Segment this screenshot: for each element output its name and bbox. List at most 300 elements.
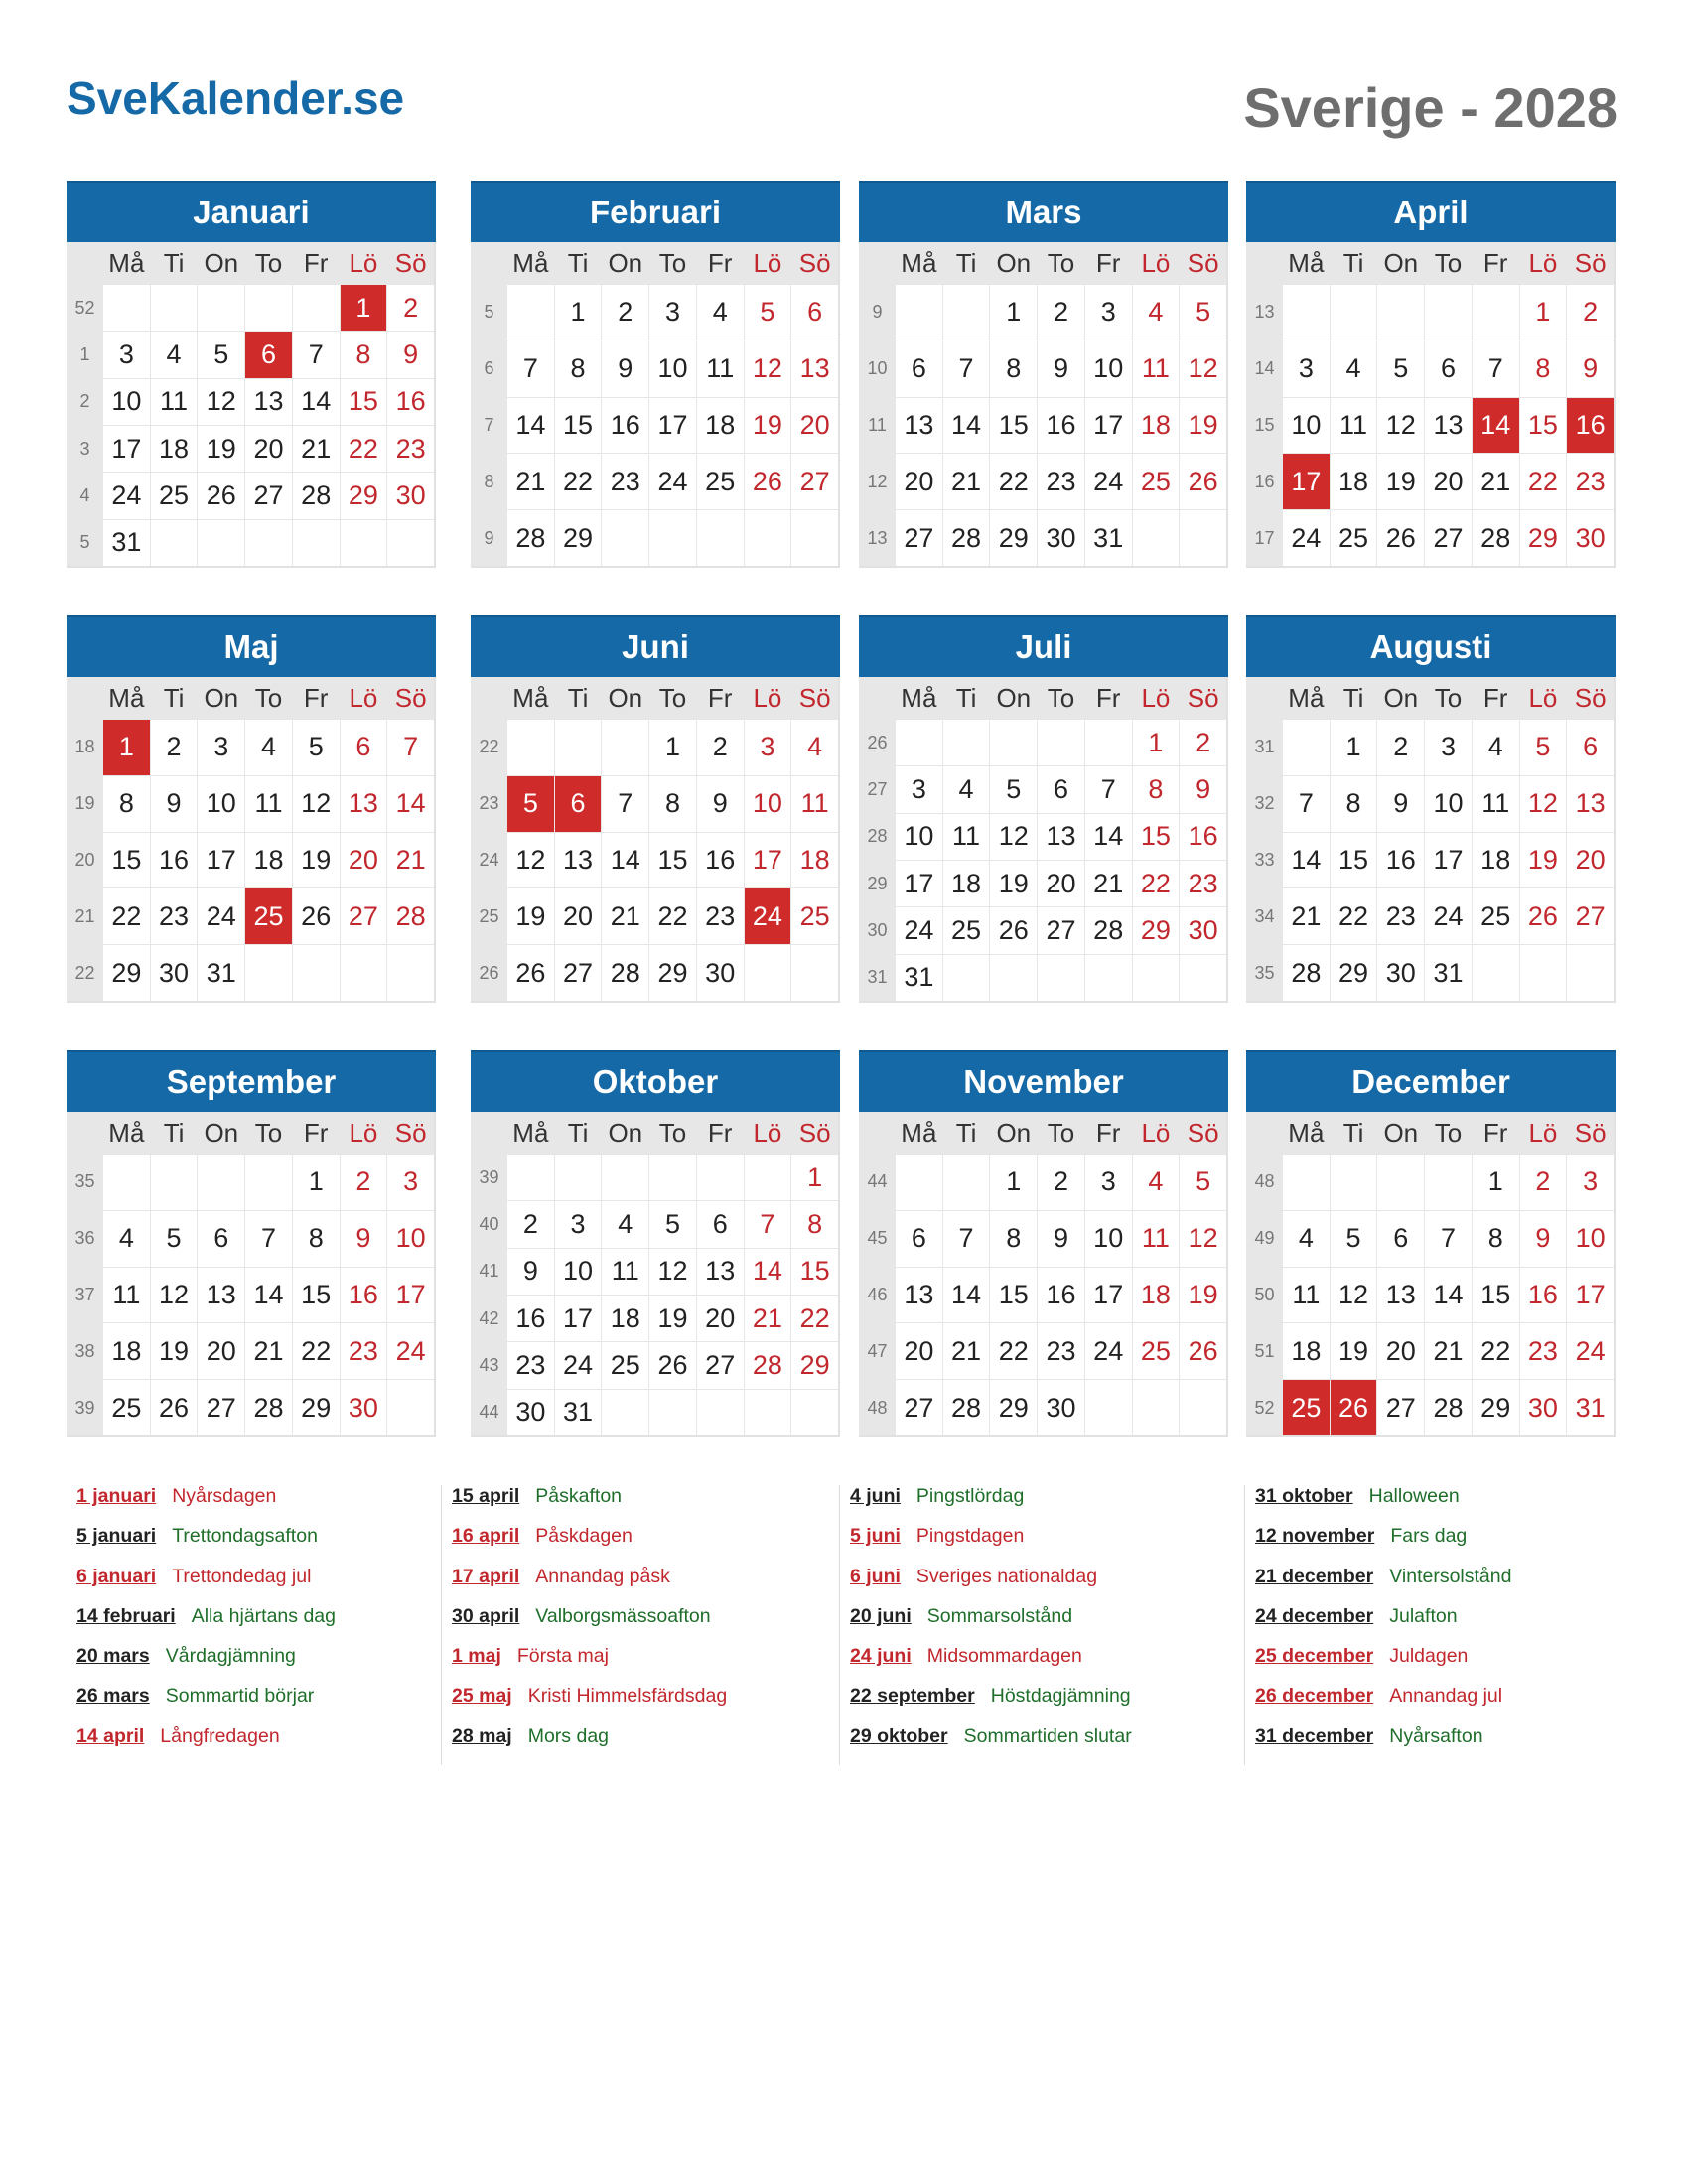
day-cell[interactable]: 10 — [554, 1248, 602, 1295]
day-cell[interactable]: 6 — [197, 1210, 244, 1267]
day-cell[interactable]: 18 — [150, 425, 198, 472]
day-cell[interactable]: 3 — [1282, 341, 1330, 397]
day-cell[interactable]: 25 — [1282, 1379, 1330, 1435]
day-cell[interactable]: 2 — [696, 719, 744, 775]
day-cell[interactable]: 2 — [601, 284, 648, 341]
day-cell[interactable]: 7 — [1084, 765, 1132, 812]
day-cell[interactable]: 21 — [1282, 887, 1330, 944]
day-cell[interactable]: 18 — [1472, 832, 1519, 888]
day-cell[interactable]: 1 — [554, 284, 602, 341]
day-cell[interactable]: 6 — [554, 775, 602, 832]
day-cell[interactable]: 13 — [1037, 813, 1084, 860]
day-cell[interactable]: 24 — [554, 1341, 602, 1388]
day-cell[interactable]: 2 — [1566, 284, 1614, 341]
day-cell[interactable]: 23 — [601, 453, 648, 509]
day-cell[interactable]: 5 — [1179, 284, 1226, 341]
day-cell[interactable]: 19 — [506, 887, 554, 944]
day-cell[interactable]: 23 — [1179, 860, 1226, 906]
day-cell[interactable]: 23 — [696, 887, 744, 944]
day-cell[interactable]: 13 — [1424, 397, 1472, 454]
day-cell[interactable]: 15 — [790, 1248, 838, 1295]
day-cell[interactable]: 1 — [790, 1154, 838, 1200]
day-cell[interactable]: 22 — [1519, 453, 1567, 509]
day-cell[interactable]: 16 — [1519, 1267, 1567, 1323]
day-cell[interactable]: 22 — [292, 1322, 340, 1379]
legend-date-link[interactable]: 31 december — [1255, 1724, 1374, 1747]
day-cell[interactable]: 20 — [790, 397, 838, 454]
day-cell[interactable]: 13 — [895, 397, 942, 454]
day-cell[interactable]: 30 — [1037, 1379, 1084, 1435]
day-cell[interactable]: 29 — [989, 509, 1037, 566]
day-cell[interactable]: 24 — [197, 887, 244, 944]
day-cell[interactable]: 27 — [1424, 509, 1472, 566]
day-cell[interactable]: 24 — [102, 472, 150, 518]
day-cell[interactable]: 27 — [197, 1379, 244, 1435]
brand-logo-link[interactable]: SveKalender.se — [67, 72, 405, 124]
day-cell[interactable]: 2 — [340, 1154, 387, 1210]
day-cell[interactable]: 17 — [1424, 832, 1472, 888]
day-cell[interactable]: 13 — [244, 378, 292, 425]
day-cell[interactable]: 14 — [292, 378, 340, 425]
day-cell[interactable]: 8 — [554, 341, 602, 397]
day-cell[interactable]: 26 — [150, 1379, 198, 1435]
legend-date-link[interactable]: 21 december — [1255, 1565, 1374, 1587]
day-cell[interactable]: 20 — [895, 453, 942, 509]
day-cell[interactable]: 17 — [648, 397, 696, 454]
day-cell[interactable]: 27 — [1037, 906, 1084, 953]
day-cell[interactable]: 2 — [1519, 1154, 1567, 1210]
legend-date-link[interactable]: 6 juni — [850, 1565, 901, 1587]
day-cell[interactable]: 10 — [744, 775, 791, 832]
day-cell[interactable]: 28 — [1084, 906, 1132, 953]
day-cell[interactable]: 7 — [292, 331, 340, 377]
day-cell[interactable]: 27 — [790, 453, 838, 509]
legend-date-link[interactable]: 29 oktober — [850, 1724, 948, 1747]
day-cell[interactable]: 8 — [340, 331, 387, 377]
day-cell[interactable]: 21 — [942, 453, 990, 509]
day-cell[interactable]: 21 — [386, 832, 434, 888]
day-cell[interactable]: 17 — [197, 832, 244, 888]
day-cell[interactable]: 22 — [648, 887, 696, 944]
day-cell[interactable]: 27 — [895, 509, 942, 566]
day-cell[interactable]: 26 — [1376, 509, 1424, 566]
day-cell[interactable]: 30 — [506, 1389, 554, 1435]
day-cell[interactable]: 10 — [1084, 1210, 1132, 1267]
day-cell[interactable]: 14 — [386, 775, 434, 832]
day-cell[interactable]: 7 — [1282, 775, 1330, 832]
day-cell[interactable]: 19 — [989, 860, 1037, 906]
day-cell[interactable]: 25 — [1330, 509, 1377, 566]
day-cell[interactable]: 15 — [1330, 832, 1377, 888]
day-cell[interactable]: 26 — [1330, 1379, 1377, 1435]
day-cell[interactable]: 25 — [102, 1379, 150, 1435]
legend-date-link[interactable]: 20 mars — [76, 1645, 150, 1668]
day-cell[interactable]: 23 — [150, 887, 198, 944]
legend-date-link[interactable]: 22 september — [850, 1685, 975, 1707]
day-cell[interactable]: 10 — [102, 378, 150, 425]
day-cell[interactable]: 15 — [292, 1267, 340, 1323]
day-cell[interactable]: 26 — [1519, 887, 1567, 944]
day-cell[interactable]: 30 — [1037, 509, 1084, 566]
day-cell[interactable]: 30 — [1519, 1379, 1567, 1435]
day-cell[interactable]: 22 — [989, 453, 1037, 509]
day-cell[interactable]: 12 — [150, 1267, 198, 1323]
day-cell[interactable]: 18 — [942, 860, 990, 906]
day-cell[interactable]: 16 — [340, 1267, 387, 1323]
day-cell[interactable]: 9 — [696, 775, 744, 832]
day-cell[interactable]: 7 — [386, 719, 434, 775]
day-cell[interactable]: 16 — [150, 832, 198, 888]
day-cell[interactable]: 20 — [1566, 832, 1614, 888]
day-cell[interactable]: 9 — [1037, 1210, 1084, 1267]
legend-date-link[interactable]: 26 mars — [76, 1685, 150, 1707]
day-cell[interactable]: 6 — [244, 331, 292, 377]
day-cell[interactable]: 12 — [744, 341, 791, 397]
day-cell[interactable]: 11 — [244, 775, 292, 832]
day-cell[interactable]: 13 — [554, 832, 602, 888]
day-cell[interactable]: 29 — [340, 472, 387, 518]
legend-date-link[interactable]: 4 juni — [850, 1485, 901, 1507]
day-cell[interactable]: 30 — [1376, 944, 1424, 1001]
day-cell[interactable]: 1 — [340, 284, 387, 331]
day-cell[interactable]: 27 — [696, 1341, 744, 1388]
day-cell[interactable]: 17 — [895, 860, 942, 906]
day-cell[interactable]: 23 — [1519, 1322, 1567, 1379]
day-cell[interactable]: 31 — [1424, 944, 1472, 1001]
day-cell[interactable]: 7 — [942, 341, 990, 397]
day-cell[interactable]: 5 — [150, 1210, 198, 1267]
day-cell[interactable]: 29 — [648, 944, 696, 1001]
legend-date-link[interactable]: 17 april — [452, 1565, 520, 1587]
legend-date-link[interactable]: 28 maj — [452, 1724, 512, 1747]
day-cell[interactable]: 15 — [989, 397, 1037, 454]
day-cell[interactable]: 7 — [601, 775, 648, 832]
day-cell[interactable]: 27 — [554, 944, 602, 1001]
day-cell[interactable]: 4 — [1132, 284, 1180, 341]
day-cell[interactable]: 20 — [244, 425, 292, 472]
day-cell[interactable]: 15 — [648, 832, 696, 888]
day-cell[interactable]: 6 — [895, 341, 942, 397]
day-cell[interactable]: 28 — [506, 509, 554, 566]
day-cell[interactable]: 20 — [1037, 860, 1084, 906]
day-cell[interactable]: 31 — [554, 1389, 602, 1435]
day-cell[interactable]: 21 — [506, 453, 554, 509]
day-cell[interactable]: 26 — [292, 887, 340, 944]
day-cell[interactable]: 4 — [244, 719, 292, 775]
day-cell[interactable]: 9 — [1376, 775, 1424, 832]
day-cell[interactable]: 24 — [1424, 887, 1472, 944]
day-cell[interactable]: 3 — [1084, 284, 1132, 341]
day-cell[interactable]: 4 — [601, 1200, 648, 1247]
day-cell[interactable]: 12 — [292, 775, 340, 832]
day-cell[interactable]: 27 — [1376, 1379, 1424, 1435]
day-cell[interactable]: 13 — [340, 775, 387, 832]
day-cell[interactable]: 21 — [244, 1322, 292, 1379]
day-cell[interactable]: 25 — [790, 887, 838, 944]
day-cell[interactable]: 3 — [1566, 1154, 1614, 1210]
day-cell[interactable]: 5 — [197, 331, 244, 377]
legend-date-link[interactable]: 20 juni — [850, 1604, 912, 1627]
day-cell[interactable]: 17 — [102, 425, 150, 472]
day-cell[interactable]: 24 — [1566, 1322, 1614, 1379]
day-cell[interactable]: 14 — [1282, 832, 1330, 888]
day-cell[interactable]: 8 — [292, 1210, 340, 1267]
legend-date-link[interactable]: 30 april — [452, 1604, 520, 1627]
day-cell[interactable]: 16 — [1037, 397, 1084, 454]
day-cell[interactable]: 6 — [790, 284, 838, 341]
day-cell[interactable]: 9 — [1566, 341, 1614, 397]
day-cell[interactable]: 19 — [1519, 832, 1567, 888]
day-cell[interactable]: 18 — [790, 832, 838, 888]
day-cell[interactable]: 9 — [506, 1248, 554, 1295]
day-cell[interactable]: 28 — [292, 472, 340, 518]
day-cell[interactable]: 10 — [1424, 775, 1472, 832]
day-cell[interactable]: 5 — [744, 284, 791, 341]
day-cell[interactable]: 2 — [1376, 719, 1424, 775]
day-cell[interactable]: 6 — [340, 719, 387, 775]
day-cell[interactable]: 22 — [1330, 887, 1377, 944]
day-cell[interactable]: 25 — [1132, 453, 1180, 509]
day-cell[interactable]: 20 — [340, 832, 387, 888]
day-cell[interactable]: 14 — [744, 1248, 791, 1295]
day-cell[interactable]: 27 — [340, 887, 387, 944]
day-cell[interactable]: 2 — [386, 284, 434, 331]
day-cell[interactable]: 28 — [1282, 944, 1330, 1001]
day-cell[interactable]: 16 — [1376, 832, 1424, 888]
day-cell[interactable]: 17 — [1566, 1267, 1614, 1323]
day-cell[interactable]: 25 — [696, 453, 744, 509]
day-cell[interactable]: 25 — [150, 472, 198, 518]
day-cell[interactable]: 31 — [895, 954, 942, 1001]
day-cell[interactable]: 23 — [1566, 453, 1614, 509]
day-cell[interactable]: 13 — [1566, 775, 1614, 832]
day-cell[interactable]: 2 — [1037, 1154, 1084, 1210]
day-cell[interactable]: 1 — [648, 719, 696, 775]
day-cell[interactable]: 22 — [790, 1295, 838, 1341]
day-cell[interactable]: 12 — [648, 1248, 696, 1295]
day-cell[interactable]: 9 — [340, 1210, 387, 1267]
day-cell[interactable]: 16 — [506, 1295, 554, 1341]
day-cell[interactable]: 21 — [942, 1322, 990, 1379]
day-cell[interactable]: 13 — [895, 1267, 942, 1323]
day-cell[interactable]: 16 — [1566, 397, 1614, 454]
day-cell[interactable]: 16 — [601, 397, 648, 454]
day-cell[interactable]: 28 — [601, 944, 648, 1001]
day-cell[interactable]: 26 — [197, 472, 244, 518]
day-cell[interactable]: 3 — [102, 331, 150, 377]
day-cell[interactable]: 15 — [1472, 1267, 1519, 1323]
legend-date-link[interactable]: 5 januari — [76, 1525, 157, 1548]
day-cell[interactable]: 3 — [554, 1200, 602, 1247]
day-cell[interactable]: 16 — [1179, 813, 1226, 860]
day-cell[interactable]: 4 — [1330, 341, 1377, 397]
legend-date-link[interactable]: 24 juni — [850, 1645, 912, 1668]
day-cell[interactable]: 18 — [102, 1322, 150, 1379]
day-cell[interactable]: 10 — [197, 775, 244, 832]
day-cell[interactable]: 13 — [1376, 1267, 1424, 1323]
day-cell[interactable]: 11 — [790, 775, 838, 832]
day-cell[interactable]: 29 — [989, 1379, 1037, 1435]
day-cell[interactable]: 22 — [554, 453, 602, 509]
day-cell[interactable]: 31 — [102, 519, 150, 566]
day-cell[interactable]: 11 — [1330, 397, 1377, 454]
day-cell[interactable]: 31 — [197, 944, 244, 1001]
day-cell[interactable]: 24 — [648, 453, 696, 509]
day-cell[interactable]: 18 — [244, 832, 292, 888]
day-cell[interactable]: 4 — [696, 284, 744, 341]
day-cell[interactable]: 18 — [1132, 1267, 1180, 1323]
day-cell[interactable]: 3 — [648, 284, 696, 341]
day-cell[interactable]: 22 — [1132, 860, 1180, 906]
day-cell[interactable]: 11 — [942, 813, 990, 860]
day-cell[interactable]: 5 — [292, 719, 340, 775]
day-cell[interactable]: 19 — [1179, 397, 1226, 454]
day-cell[interactable]: 17 — [1084, 397, 1132, 454]
day-cell[interactable]: 8 — [1132, 765, 1180, 812]
day-cell[interactable]: 23 — [386, 425, 434, 472]
day-cell[interactable]: 7 — [942, 1210, 990, 1267]
day-cell[interactable]: 17 — [744, 832, 791, 888]
day-cell[interactable]: 26 — [648, 1341, 696, 1388]
day-cell[interactable]: 1 — [1132, 719, 1180, 765]
day-cell[interactable]: 6 — [1566, 719, 1614, 775]
day-cell[interactable]: 17 — [386, 1267, 434, 1323]
day-cell[interactable]: 1 — [989, 1154, 1037, 1210]
day-cell[interactable]: 19 — [1330, 1322, 1377, 1379]
day-cell[interactable]: 24 — [1282, 509, 1330, 566]
day-cell[interactable]: 12 — [197, 378, 244, 425]
day-cell[interactable]: 23 — [340, 1322, 387, 1379]
legend-date-link[interactable]: 25 december — [1255, 1645, 1374, 1668]
day-cell[interactable]: 18 — [1282, 1322, 1330, 1379]
day-cell[interactable]: 2 — [506, 1200, 554, 1247]
day-cell[interactable]: 10 — [895, 813, 942, 860]
day-cell[interactable]: 9 — [1519, 1210, 1567, 1267]
day-cell[interactable]: 4 — [1132, 1154, 1180, 1210]
day-cell[interactable]: 7 — [744, 1200, 791, 1247]
day-cell[interactable]: 4 — [1472, 719, 1519, 775]
legend-date-link[interactable]: 16 april — [452, 1525, 520, 1548]
day-cell[interactable]: 1 — [1330, 719, 1377, 775]
day-cell[interactable]: 19 — [744, 397, 791, 454]
day-cell[interactable]: 1 — [1519, 284, 1567, 341]
day-cell[interactable]: 22 — [989, 1322, 1037, 1379]
day-cell[interactable]: 3 — [895, 765, 942, 812]
day-cell[interactable]: 4 — [790, 719, 838, 775]
day-cell[interactable]: 14 — [506, 397, 554, 454]
day-cell[interactable]: 11 — [1132, 341, 1180, 397]
day-cell[interactable]: 14 — [244, 1267, 292, 1323]
legend-date-link[interactable]: 24 december — [1255, 1604, 1374, 1627]
day-cell[interactable]: 21 — [1084, 860, 1132, 906]
day-cell[interactable]: 23 — [506, 1341, 554, 1388]
day-cell[interactable]: 10 — [386, 1210, 434, 1267]
legend-date-link[interactable]: 26 december — [1255, 1685, 1374, 1707]
day-cell[interactable]: 17 — [1084, 1267, 1132, 1323]
day-cell[interactable]: 29 — [102, 944, 150, 1001]
day-cell[interactable]: 27 — [1566, 887, 1614, 944]
day-cell[interactable]: 24 — [1084, 453, 1132, 509]
day-cell[interactable]: 20 — [696, 1295, 744, 1341]
day-cell[interactable]: 12 — [1179, 1210, 1226, 1267]
day-cell[interactable]: 15 — [554, 397, 602, 454]
legend-date-link[interactable]: 25 maj — [452, 1685, 512, 1707]
day-cell[interactable]: 19 — [1376, 453, 1424, 509]
day-cell[interactable]: 2 — [1179, 719, 1226, 765]
day-cell[interactable]: 1 — [989, 284, 1037, 341]
day-cell[interactable]: 10 — [1566, 1210, 1614, 1267]
day-cell[interactable]: 29 — [1132, 906, 1180, 953]
day-cell[interactable]: 14 — [1084, 813, 1132, 860]
day-cell[interactable]: 31 — [1084, 509, 1132, 566]
day-cell[interactable]: 26 — [506, 944, 554, 1001]
day-cell[interactable]: 5 — [1519, 719, 1567, 775]
day-cell[interactable]: 8 — [989, 1210, 1037, 1267]
day-cell[interactable]: 9 — [150, 775, 198, 832]
day-cell[interactable]: 5 — [1330, 1210, 1377, 1267]
legend-date-link[interactable]: 1 januari — [76, 1485, 157, 1507]
day-cell[interactable]: 3 — [1084, 1154, 1132, 1210]
day-cell[interactable]: 3 — [197, 719, 244, 775]
day-cell[interactable]: 24 — [1084, 1322, 1132, 1379]
day-cell[interactable]: 20 — [197, 1322, 244, 1379]
day-cell[interactable]: 25 — [601, 1341, 648, 1388]
day-cell[interactable]: 5 — [648, 1200, 696, 1247]
day-cell[interactable]: 2 — [1037, 284, 1084, 341]
day-cell[interactable]: 4 — [942, 765, 990, 812]
day-cell[interactable]: 10 — [1084, 341, 1132, 397]
day-cell[interactable]: 21 — [601, 887, 648, 944]
day-cell[interactable]: 8 — [989, 341, 1037, 397]
day-cell[interactable]: 10 — [648, 341, 696, 397]
day-cell[interactable]: 16 — [696, 832, 744, 888]
legend-date-link[interactable]: 6 januari — [76, 1565, 157, 1587]
day-cell[interactable]: 1 — [1472, 1154, 1519, 1210]
day-cell[interactable]: 26 — [1179, 453, 1226, 509]
day-cell[interactable]: 13 — [790, 341, 838, 397]
day-cell[interactable]: 17 — [1282, 453, 1330, 509]
day-cell[interactable]: 16 — [1037, 1267, 1084, 1323]
day-cell[interactable]: 5 — [506, 775, 554, 832]
day-cell[interactable]: 1 — [102, 719, 150, 775]
day-cell[interactable]: 18 — [1132, 397, 1180, 454]
day-cell[interactable]: 14 — [601, 832, 648, 888]
day-cell[interactable]: 18 — [601, 1295, 648, 1341]
day-cell[interactable]: 14 — [942, 1267, 990, 1323]
day-cell[interactable]: 11 — [102, 1267, 150, 1323]
day-cell[interactable]: 19 — [292, 832, 340, 888]
day-cell[interactable]: 28 — [942, 509, 990, 566]
day-cell[interactable]: 23 — [1037, 1322, 1084, 1379]
day-cell[interactable]: 23 — [1376, 887, 1424, 944]
day-cell[interactable]: 21 — [744, 1295, 791, 1341]
day-cell[interactable]: 8 — [790, 1200, 838, 1247]
day-cell[interactable]: 15 — [1132, 813, 1180, 860]
day-cell[interactable]: 15 — [102, 832, 150, 888]
day-cell[interactable]: 23 — [1037, 453, 1084, 509]
day-cell[interactable]: 7 — [1472, 341, 1519, 397]
day-cell[interactable]: 7 — [244, 1210, 292, 1267]
day-cell[interactable]: 22 — [340, 425, 387, 472]
day-cell[interactable]: 21 — [1424, 1322, 1472, 1379]
day-cell[interactable]: 13 — [696, 1248, 744, 1295]
day-cell[interactable]: 27 — [895, 1379, 942, 1435]
day-cell[interactable]: 8 — [1330, 775, 1377, 832]
day-cell[interactable]: 30 — [1179, 906, 1226, 953]
legend-date-link[interactable]: 5 juni — [850, 1525, 901, 1548]
day-cell[interactable]: 9 — [1179, 765, 1226, 812]
day-cell[interactable]: 12 — [989, 813, 1037, 860]
